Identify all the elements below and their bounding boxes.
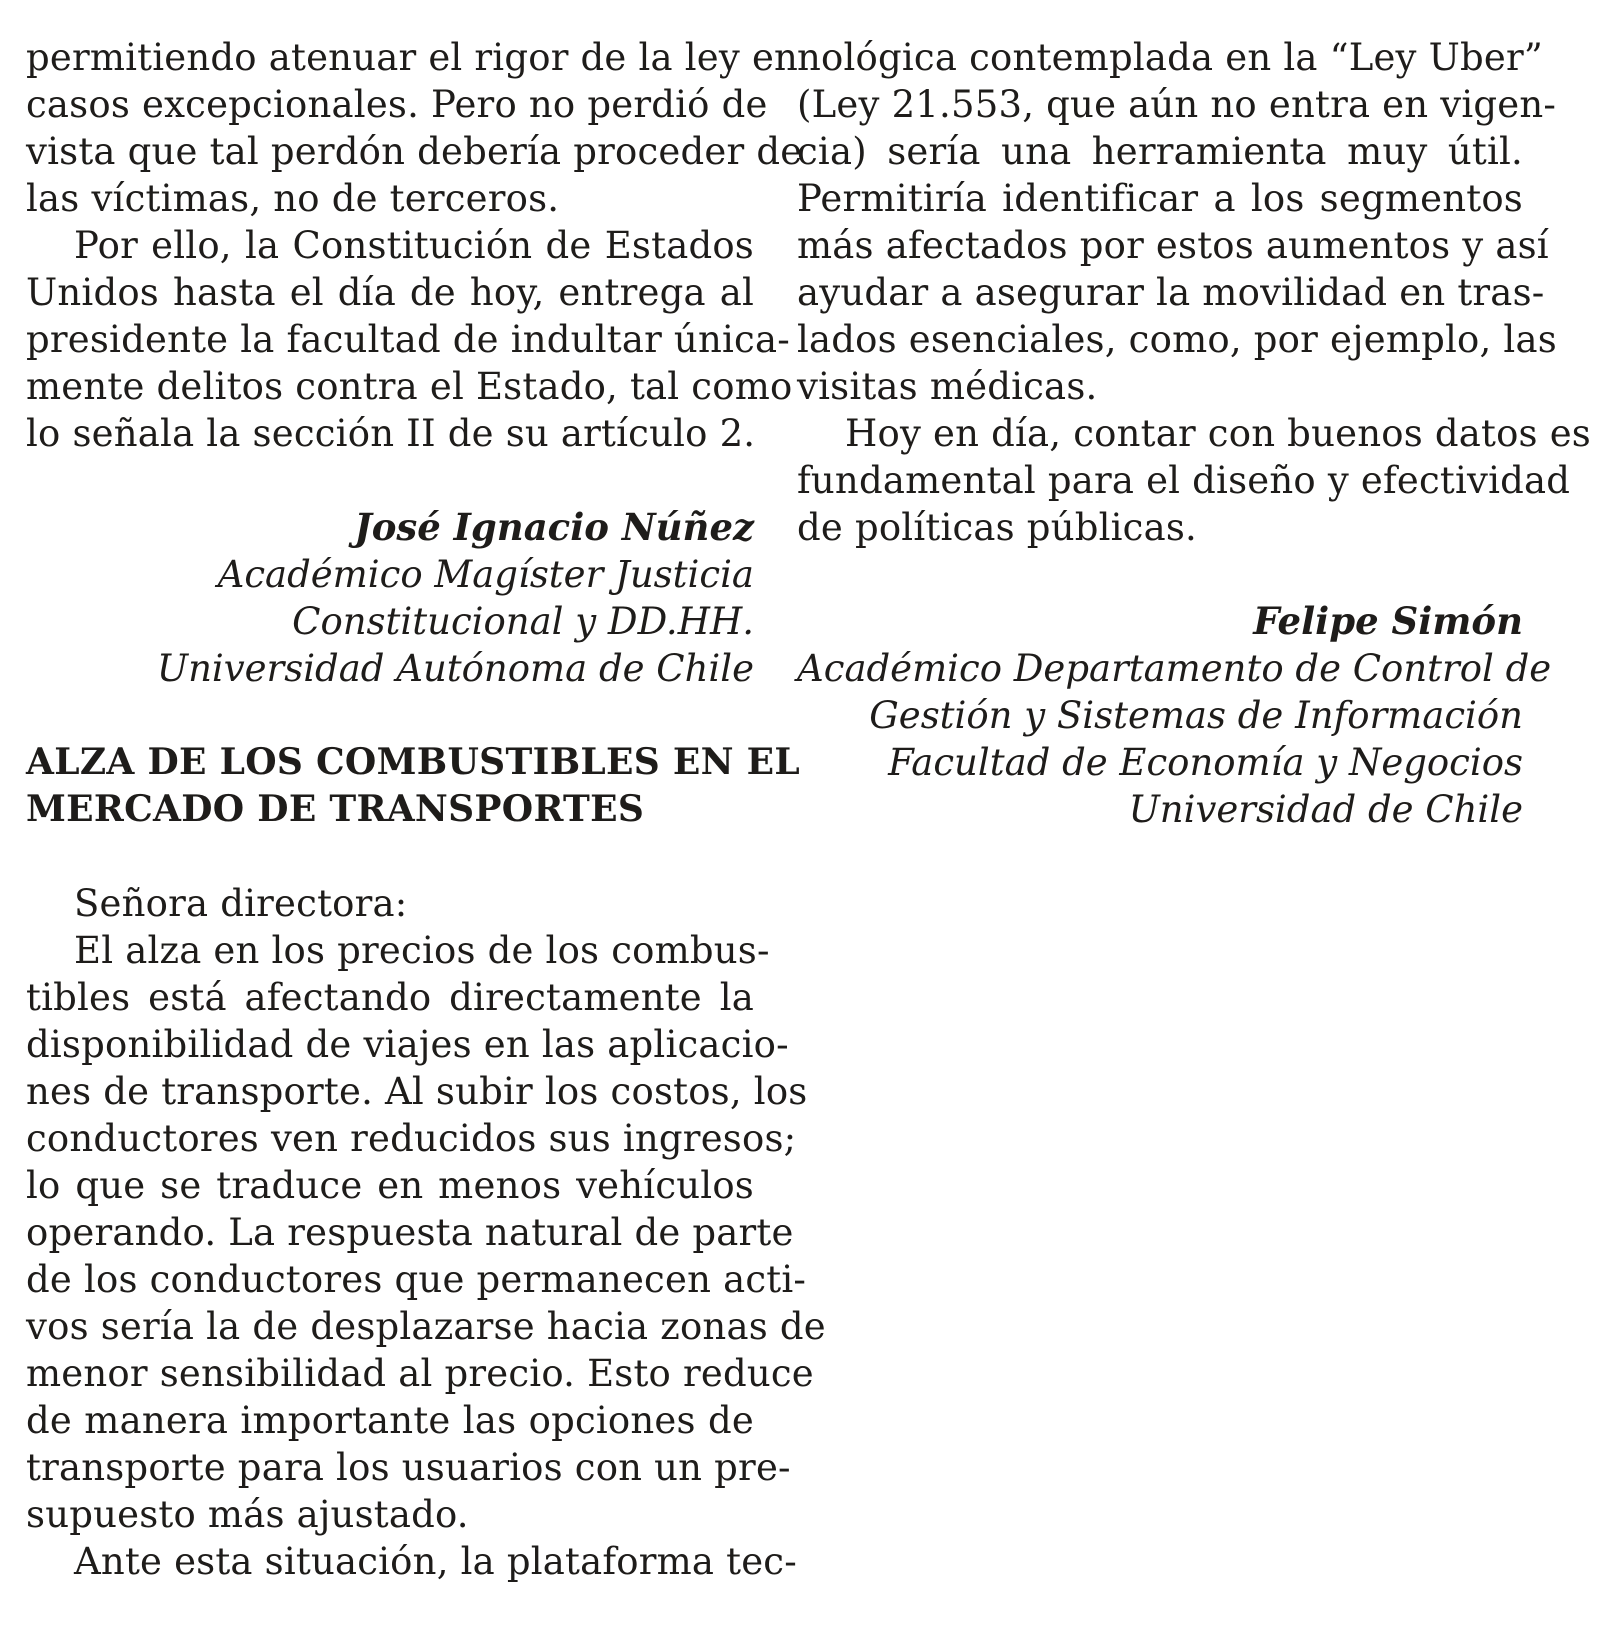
- letter-headline: MERCADO DE TRANSPORTES: [26, 788, 645, 830]
- text-line: permitiendo atenuar el rigor de la ley en: [26, 36, 799, 79]
- signature-affiliation: Facultad de Economía y Negocios: [888, 741, 1523, 784]
- text-line: las víctimas, no de terceros.: [26, 177, 560, 220]
- text-line: casos excepcionales. Pero no perdió de: [26, 83, 768, 126]
- salutation: Señora directora:: [74, 882, 408, 925]
- text-line: de manera importante las opciones de: [26, 1399, 754, 1442]
- spacer: [26, 457, 754, 504]
- text-line: fundamental para el diseño y efectividad: [797, 459, 1571, 502]
- text-line: Unidos hasta el día de hoy, entrega al: [26, 271, 754, 314]
- text-line: operando. La respuesta natural de parte: [26, 1211, 794, 1254]
- signature-affiliation: Académico Departamento de Control de: [797, 647, 1552, 690]
- signature-affiliation: Universidad Autónoma de Chile: [156, 647, 754, 690]
- spacer: [26, 833, 754, 880]
- text-line: de políticas públicas.: [797, 506, 1198, 549]
- text-line: tibles está afectando directamente la: [26, 976, 754, 1019]
- spacer: [797, 551, 1523, 598]
- text-line: cia) sería una herramienta muy útil.: [797, 130, 1523, 173]
- spacer: [26, 692, 754, 739]
- letter-headline: ALZA DE LOS COMBUSTIBLES EN EL: [26, 741, 801, 783]
- text-line: nes de transporte. Al subir los costos, los: [26, 1070, 808, 1113]
- text-line: conductores ven reducidos sus ingresos;: [26, 1117, 797, 1160]
- text-line: disponibilidad de viajes en las aplicacio-: [26, 1023, 789, 1066]
- text-line: Por ello, la Constitución de Estados: [74, 224, 754, 267]
- text-line: supuesto más ajustado.: [26, 1493, 469, 1536]
- text-line: de los conductores que permanecen acti-: [26, 1258, 807, 1301]
- text-line: ayudar a asegurar la movilidad en tras-: [797, 271, 1545, 314]
- text-line: vista que tal perdón debería proceder de: [26, 130, 803, 173]
- text-line: visitas médicas.: [797, 365, 1098, 408]
- signature-affiliation: Académico Magíster Justicia: [217, 553, 754, 596]
- text-line: presidente la facultad de indultar única-: [26, 318, 790, 361]
- signature-affiliation: Universidad de Chile: [1128, 788, 1523, 831]
- text-line: Ante esta situación, la plataforma tec-: [74, 1540, 797, 1583]
- text-line: transporte para los usuarios con un pre-: [26, 1446, 791, 1489]
- signature-affiliation: Constitucional y DD.HH.: [292, 600, 754, 643]
- text-line: lo que se traduce en menos vehículos: [26, 1164, 754, 1207]
- text-line: más afectados por estos aumentos y así: [797, 224, 1549, 267]
- text-line: nológica contemplada en la “Ley Uber”: [797, 36, 1543, 79]
- signature-name: Felipe Simón: [1253, 599, 1523, 643]
- text-line: El alza en los precios de los combus-: [74, 929, 770, 972]
- text-line: (Ley 21.553, que aún no entra en vigen-: [797, 83, 1557, 126]
- text-line: Permitiría identificar a los segmentos: [797, 177, 1523, 220]
- text-line: vos sería la de desplazarse hacia zonas de: [26, 1305, 826, 1348]
- right-column: [797, 34, 1591, 833]
- signature-affiliation: Gestión y Sistemas de Información: [869, 694, 1523, 737]
- text-line: lados esenciales, como, por ejemplo, las: [797, 318, 1557, 361]
- left-column: [26, 34, 826, 1585]
- text-line: Hoy en día, contar con buenos datos es: [845, 412, 1591, 455]
- text-line: lo señala la sección II de su artículo 2.: [26, 412, 756, 455]
- text-line: mente delitos contra el Estado, tal como: [26, 365, 793, 408]
- text-line: menor sensibilidad al precio. Esto reduce: [26, 1352, 814, 1395]
- signature-name: José Ignacio Núñez: [354, 505, 754, 549]
